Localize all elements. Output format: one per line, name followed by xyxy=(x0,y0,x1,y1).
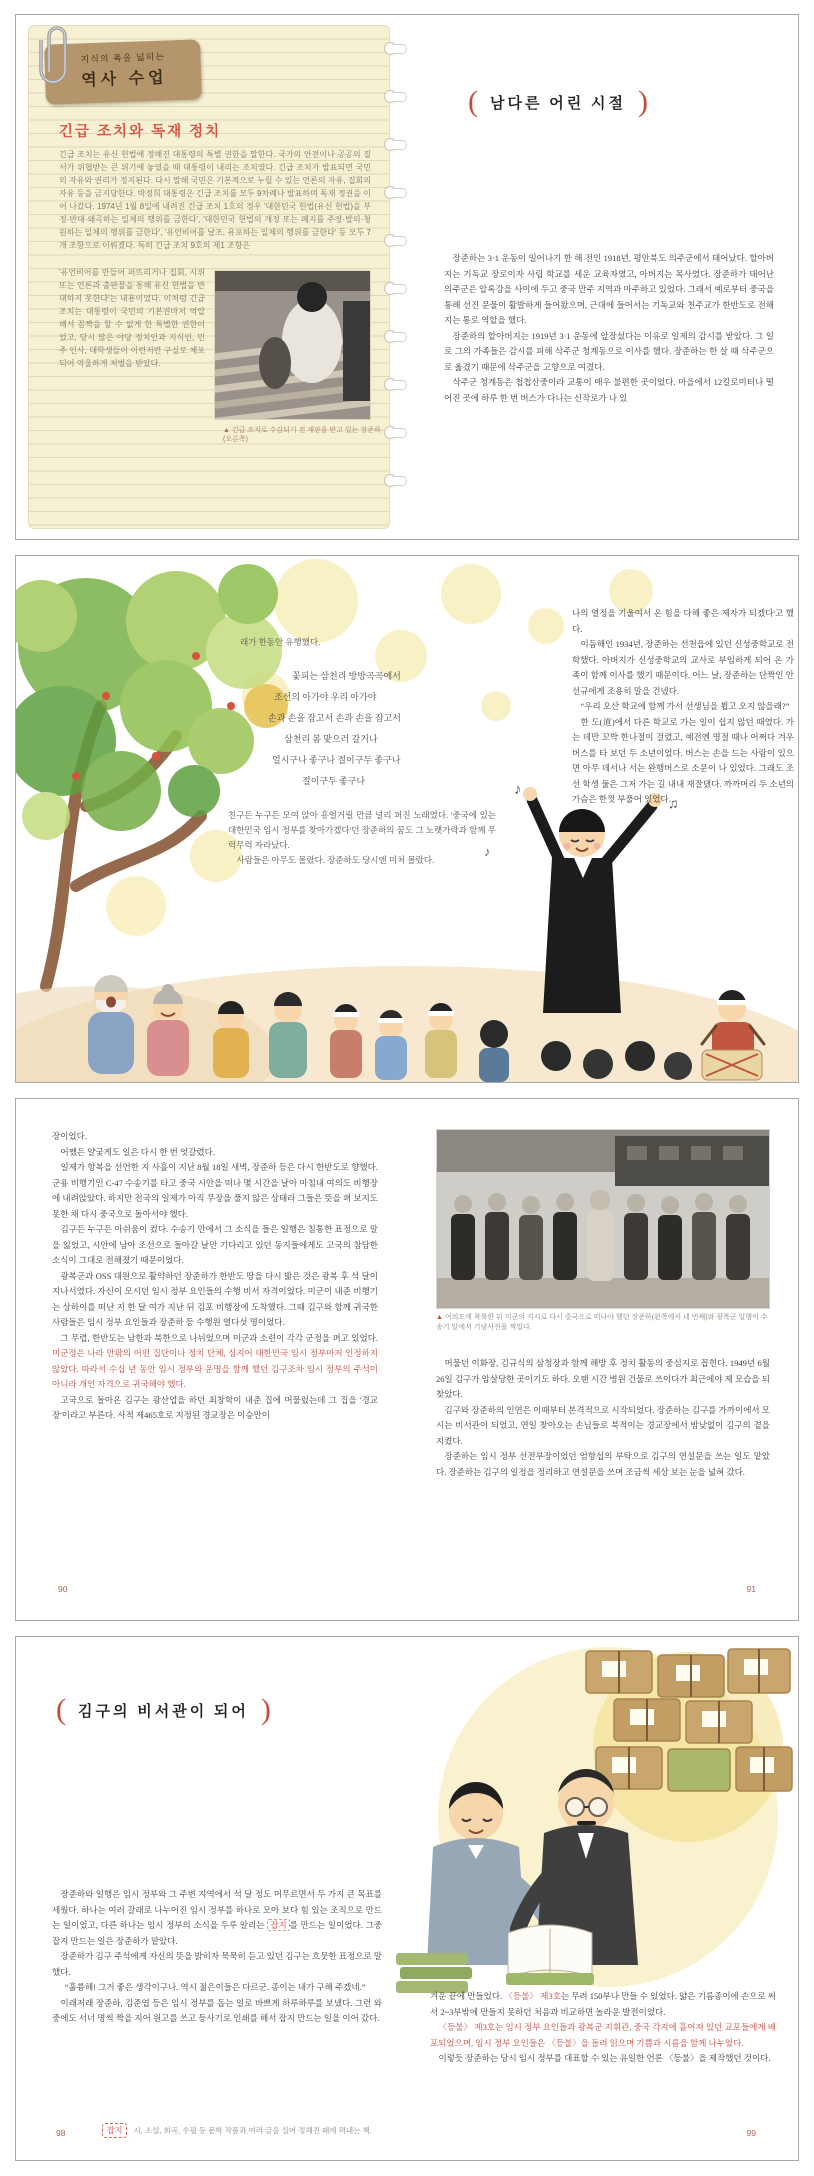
paragraph: 머물던 이화장, 김규식의 삼청장과 함께 해방 후 정치 활동의 중심지로 꼽힌다. 1949년 6월 26일 김구가 암살당한 곳이기도 하다. 오랜 시간 병원 건물로 쓰이다가 최근에야 제 모습을 되찾았다. xyxy=(436,1358,770,1399)
paperclip-icon xyxy=(37,20,71,89)
song-lyric-line: 얼시구나 좋구나 절이구두 좋구나 xyxy=(272,755,401,765)
caption-marker: ▲ xyxy=(436,1314,443,1321)
title-paren-open: ( xyxy=(468,85,478,118)
notebook-tag-line1: 지식의 폭을 넓히는 xyxy=(80,51,166,65)
left-page-text xyxy=(52,1887,382,2027)
chapter-paragraph: 삭주군 청계동은 첩첩산중이라 교통이 매우 불편한 곳이었다. 마을에서 12킬로미터나 떨어진 곳에 하루 한 번 버스가 다니는 신작로가 나 있 xyxy=(444,377,774,403)
chapter-title xyxy=(468,85,648,119)
book-spread-4 xyxy=(15,1636,799,2161)
paragraph-part: 를 만드는 일이었다. 그중 잡지 만드는 일은 장준하가 맡았다. xyxy=(52,1920,382,1946)
right-page-text xyxy=(430,1989,776,2067)
highlighted-paragraph: 〈등불〉 제3호는 임시 정부 요인들과 광복군 지휘관, 중국 각지에 흩어져 있던 교포들에게 배포되었으며, 임시 정부 요인들은 〈등불〉을 돌려 읽으며 기쁨과 시름을 함께 나누었다. xyxy=(430,2022,776,2048)
illustration-two-men-reading xyxy=(358,1637,798,1997)
paragraph: 사람들은 아무도 몰랐다. 장준하도 당시엔 미처 몰랐다. xyxy=(236,855,435,865)
page-number-right: 99 xyxy=(746,2128,756,2138)
paragraph: 김구와 장준하의 인연은 이때부터 본격적으로 시작되었다. 장준하는 김구를 가까이에서 모시는 비서관이 되었고, 연일 찾아오는 손님들로 북적이는 경교장에서 밤낮없이 김구의 곁을 지켰다. xyxy=(436,1404,770,1446)
paragraph-with-highlight xyxy=(52,1331,378,1393)
paragraph: 장준하는 임시 정부 선전부장이었던 엄항섭의 부탁으로 김구의 연설문을 쓰는 일도 맡았다. 장준하는 김구의 일정을 정리하고 연설문을 쓰며 조금씩 세상 보는 눈을 넓혀 갔다. xyxy=(436,1451,770,1477)
paragraph: 이렇듯 장준하는 당시 임시 정부를 대표할 수 있는 유일한 언론 〈등불〉을 제작했던 것이다. xyxy=(438,2053,771,2063)
song-lyric-line: 꽃피는 삼천리 방방곡곡에서 xyxy=(292,671,401,681)
paragraph-part: 장준하와 일행은 임시 정부와 그 주변 지역에서 석 달 정도 머무르면서 두 가지 큰 목표를 세웠다. 하나는 여러 갈래로 나누어진 임시 정부를 하나로 모아 보다 힘 있는 조직으로 만드는 일이었고, 다른 하나는 임시 정부의 소식을 두루 알리는 xyxy=(52,1889,382,1930)
paragraph-black-part: 는 무려 150부나 만들 수 있었다. 얇은 기름종이에 손으로 써서 2~3부밖에 만들지 못하던 처음과 비교하면 놀라운 발전이었다. xyxy=(430,1991,776,2017)
title-paren-open: ( xyxy=(56,1693,66,1726)
paragraph-black-part: 그 무렵, 한반도는 남한과 북한으로 나뉘었으며 미군과 소련이 각각 군정을 펴고 있었다. xyxy=(60,1332,378,1343)
notebook-heading: 긴급 조치와 독재 정치 xyxy=(59,124,222,140)
paragraph-with-highlight xyxy=(430,1989,776,2020)
paragraph: 이듬해인 1934년, 장준하는 선천읍에 있던 신성중학교로 전학했다. 아버지가 신성중학교의 교사로 부임하게 되어 온 가족이 함께 이사를 했기 때문이다. 어느 날, 장준하는 단짝인 안선규에게 조용히 말을 건넸다. xyxy=(572,639,794,696)
continuation-line: 래가 한동안 유행했다. xyxy=(240,637,321,647)
paragraph: 한 도(道)에서 다른 학교로 가는 일이 쉽지 않던 때였다. 가는 데만 꼬박 한나절이 걸렸고, 예전엔 명절 때나 어쩌다 겨우 버스를 타 보던 두 소년이었다. 버스는 손을 드는 사람이 있으면 아무 데서나 서는 완행버스로 소문이 나 있었다. 그래도 조선 학생 둘은 그저 가는 길 내내 재잘댔다. 까까머리 두 소년의 가슴은 한껏 부풀어 있었다. xyxy=(572,716,794,804)
right-text-column xyxy=(572,606,794,808)
svg-text:♫: ♫ xyxy=(668,795,679,811)
title-paren-close: ) xyxy=(637,85,648,118)
paragraph-red-part: 미군정은 나라 안팎의 어떤 집단이나 정치 단체, 심지어 대한민국 임시 정부마저 인정하지 않았다. 따라서 수십 년 동안 임시 정부와 운명을 함께 했던 김구조차 임시 정부의 주석이 아니라 개인 자격으로 귀국해야 했다. xyxy=(52,1348,378,1389)
glossary-definition: 시, 소설, 희곡, 수필 등 문학 작품과 여러 글을 실어 정해진 때에 펴내는 책. xyxy=(133,2126,372,2135)
paragraph: 김구든 누구든 아쉬움이 컸다. 수송기 안에서 그 소식을 들은 일행은 침통한 표정으로 말을 잃었고, 시안에 남아 조선으로 돌아갈 날만 기다리고 있던 동지들에게도 고국의 참담한 소식이 그대로 전해졌기 때문이었다. xyxy=(52,1224,378,1265)
right-page-text xyxy=(436,1356,770,1480)
paragraph: 광복군과 OSS 대원으로 활약하던 장준하가 한반도 땅을 다시 밟은 것은 광복 후 석 달이 지나서였다. 자신이 모시던 임시 정부 요인들의 수행 비서 자격이었다. 미군이 내준 비행기는 상하이를 떠난 지 한 달 여가 지난 뒤 김포 비행장에 도착했다. 그때 김구와 함께 귀국한 사람들은 임시 정부 요인들과 장준하 등 수행원 열다섯 명이었다. xyxy=(52,1270,378,1327)
song-lyrics xyxy=(268,666,401,792)
song-lyric-line: 삼천리 봄 맞으러 갈거나 xyxy=(284,734,378,744)
glossary-term-inline: 잡지 xyxy=(267,1919,289,1931)
paragraph-black-part: 겨운 끝에 만들었다. xyxy=(430,1991,505,2001)
notebook-photo-caption: ▲ 긴급 조치로 수감되기 전 재판을 받고 있는 장준하(오른쪽) xyxy=(223,427,381,443)
page-number-left: 90 xyxy=(58,1584,68,1594)
notebook-paragraph-1: 긴급 조치는 유신 헌법에 정해진 대통령의 특별 권한을 말한다. 국가의 안전이나 공공의 질서가 위협받는 큰 위기에 놓였을 때 대통령이 내리는 조치였다. 긴급 조치가 발표되면 국민의 자유와 권리가 정지된다. 다시 말해 국민은 기본적으로 누릴 수 있는 언론의 자유, 집회의 자유 등을 금지당한다. 박정희 대통령은 긴급 조치를 모두 9차례나 발표하며 독재 정권을 이어 나갔다. 1974년 1월 8일에 내려진 긴급 조치 1호의 경우 '대한민국 헌법(유신 헌법)을 부정·반대·왜곡하는 일체의 행위를 금한다', '대한민국 헌법의 개정 또는 폐지를 주장·발의·청원하는 일체의 행위를 금한다', '유언비어를 날조, 유포하는 일체의 행위를 금한다' 등 모두 7개 조항으로 이뤄졌다. 특히 긴급 조치 9호의 제1 조항은 xyxy=(59,150,371,250)
paragraphs-below-song xyxy=(228,808,496,868)
paragraph: 어쨌든 얄궂게도 일은 다시 한 번 엇갈렸다. xyxy=(60,1146,215,1157)
paragraph-red-part: 〈등불〉 제3호 xyxy=(504,1991,561,2001)
glossary-footnote xyxy=(102,2123,372,2138)
glossary-term: 잡지 xyxy=(102,2123,127,2138)
notebook-tag-line2: 역사 수업 xyxy=(80,69,168,90)
binding-hole xyxy=(384,42,397,55)
chapter-title xyxy=(56,1693,271,1727)
paragraph: 장준하가 김구 주석에게 자신의 뜻을 밝히자 묵묵히 듣고 있던 김구는 흐뭇한 표정으로 말했다. xyxy=(52,1951,382,1977)
group-photo xyxy=(436,1129,770,1309)
book-spread-2 xyxy=(15,555,799,1083)
photo-caption xyxy=(436,1313,770,1332)
paragraph: 이래저래 장준하, 김준엽 등은 임시 정부를 돕는 일로 바쁘게 하루하루를 보냈다. 그런 와중에도 서너 명씩 짝을 지어 원고를 쓰고 등사기로 인쇄를 해서 잡지 만드는 일을 이어 갔다. xyxy=(52,1997,382,2023)
paragraph: “우리 오산 학교에 함께 가서 선생님을 뵙고 오지 않을래?” xyxy=(580,701,790,711)
song-lyric-line: 조선의 아가야 우리 아가야 xyxy=(274,692,377,702)
paragraph: 친구든 누구든 모여 앉아 흥얼거릴 만큼 널리 퍼진 노래였다. '중국에 있는 대한민국 임시 정부를 찾아가겠다'던 장준하의 꿈도 그 노랫가락과 함께 무럭무럭 자라났다. xyxy=(228,810,496,850)
svg-text:♪: ♪ xyxy=(514,781,522,798)
song-lyric-line: 손과 손을 잡고서 손과 손을 잡고서 xyxy=(268,713,401,723)
paragraph: 나의 열정을 기울여서 온 힘을 다해 좋은 제자가 되겠다'고 했다. xyxy=(572,608,794,634)
left-page-text xyxy=(52,1129,378,1424)
book-spread-1 xyxy=(15,14,799,540)
continuation-line: 장이었다. xyxy=(52,1131,87,1141)
notebook-page xyxy=(28,25,390,529)
trial-photo xyxy=(214,270,371,420)
notebook-paragraph-2: '유언비어를 만들어 퍼뜨리거나 집회, 시위 또는 언론과 출판물을 통해 유신 헌법을 반대하지 못한다'는 내용이었다. 이처럼 긴급 조치는 대통령이 국민의 기본권마저 억압해서 꼼짝을 할 수 없게 한 특별한 권한이었고, 당시 많은 야당 정치인과 지식인, 민주 인사, 대학생들이 이런저런 구실로 체포되어 억울하게 처벌을 받았다. xyxy=(59,268,205,368)
caption-text: 여의도에 착륙한 뒤 미군의 지시로 다시 중국으로 떠나야 했던 장준하(왼쪽에서 네 번째)와 광복군 일행이 수송기 앞에서 기념사진을 찍었다. xyxy=(436,1314,768,1331)
chapter-title-text: 남다른 어린 시절 xyxy=(490,95,626,112)
chapter-body xyxy=(444,251,774,406)
title-paren-close: ) xyxy=(260,1693,271,1726)
chapter-paragraph: 장준하의 할아버지는 1919년 3·1 운동에 앞장섰다는 이유로 일제의 감시를 받았다. 그 일로 그의 가족들은 감시를 피해 삭주군 청계동으로 이사를 했다. 장준하는 한 살 때 삭주군으로 옮겼기 때문에 삭주군을 고향으로 여겼다. xyxy=(444,330,774,372)
dialogue-quote: “훌륭해! 그거 좋은 생각이구나. 역시 젊은이들은 다르군. 종이는 내가 구해 주겠네.” xyxy=(64,1982,366,1992)
svg-text:♪: ♪ xyxy=(484,844,491,859)
notebook-binding-holes xyxy=(384,42,397,522)
page-number-left: 98 xyxy=(56,2128,66,2138)
book-spread-3 xyxy=(15,1098,799,1621)
notebook-photo-row xyxy=(59,266,371,420)
paragraph: 고국으로 돌아온 김구는 광산업을 하던 최창학이 내준 집에 머물렀는데 그 집을 '경교장'이라고 부른다. 사적 제465호로 지정된 경교장은 이승만이 xyxy=(52,1394,378,1420)
paragraph-with-term xyxy=(52,1887,382,1949)
paragraph: 일제가 항복을 선언한 지 사흘이 지난 8월 18일 새벽, 장준하 등은 다시 한반도로 향했다. 군용 비행기인 C-47 수송기를 타고 중국 시안을 떠나 몇 시간을 날아 마침내 여의도 비행장에 내려앉았다. 하지만 전국의 일제가 아직 무장을 풀지 않은 상태라 그들은 뜻을 펴 보지도 못한 채 다시 중국으로 돌아서야 했다. xyxy=(52,1162,378,1219)
page-number-right: 91 xyxy=(746,1584,756,1594)
right-page xyxy=(436,1129,770,1480)
chapter-paragraph: 장준하는 3·1 운동이 일어나기 한 해 전인 1918년, 평안북도 의주군에서 태어났다. 할아버지는 기독교 장로이자 사립 학교를 세운 교육자였고, 아버지는 목사였다. 장준하가 태어난 의주군은 압록강을 사이에 두고 중국 만주 지역과 마주하고 있었다. 그래서 예로부터 중국을 통해 선진 문물이 활발하게 들어왔으며, 근대에 들어서는 기독교와 천주교가 한반도로 전해지는 통로 역할을 했다. xyxy=(444,253,774,325)
chapter-title-text: 김구의 비서관이 되어 xyxy=(78,1703,249,1720)
song-lyric-line: 절이구두 좋구나 xyxy=(302,776,366,786)
